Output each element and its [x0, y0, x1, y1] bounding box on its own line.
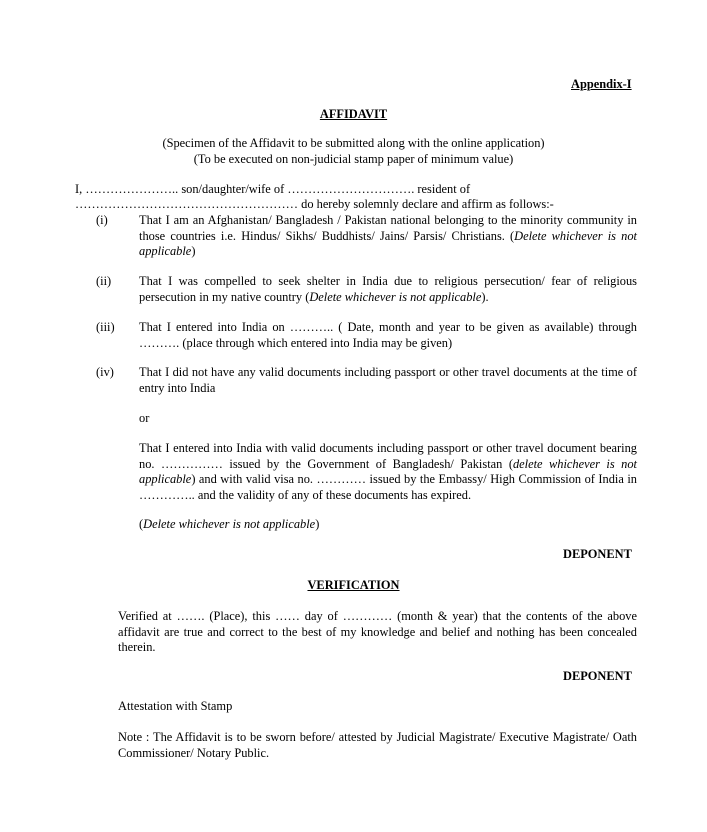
- appendix-label: Appendix-I: [571, 77, 632, 91]
- deponent-signature-label: DEPONENT: [563, 669, 632, 683]
- clause-body: That I was compelled to seek shelter in India due to religious persecution/ fear of religious persecution in my native country (: [139, 274, 637, 304]
- subtitle-specimen: (Specimen of the Affidavit to be submitted along with the online application): [162, 136, 545, 150]
- clause-text: That I did not have any valid documents including passport or other travel documents at the time of entry into India: [139, 365, 637, 395]
- clause-body: That I am an Afghanistan/ Bangladesh / Pakistan national belonging to the minority community in those countries i.e. Hindus/ Sikhs/ Buddhists/ Jains/ Parsis/ Christians. (: [139, 213, 637, 243]
- clause-tail: ): [191, 244, 196, 258]
- clause-italic-note: Delete whichever is not applicable: [309, 289, 482, 304]
- clause-alternate-text: [139, 441, 637, 503]
- clause-number: (i): [96, 213, 108, 227]
- verification-title: VERIFICATION: [307, 578, 400, 592]
- declaration-line-2: ……………………………………………… do hereby solemnly declare and affirm as follows:-: [75, 197, 554, 211]
- clause-body: That I entered into India with valid documents including passport or other travel document bearing no. …………… issued by the Government of Bangladesh/ Pakistan (: [139, 441, 637, 471]
- deponent-signature-label: DEPONENT: [563, 547, 632, 561]
- declaration-line-1: I, ………………….. son/daughter/wife of …………………………. resident of: [75, 182, 471, 196]
- paren-close: ): [315, 517, 320, 531]
- clause-tail: ).: [481, 289, 489, 304]
- clause-italic-note: Delete whichever is not applicable: [143, 517, 316, 531]
- document-title: AFFIDAVIT: [319, 107, 388, 121]
- attestation-label: Attestation with Stamp: [118, 699, 233, 713]
- note-text: Note : The Affidavit is to be sworn before/ attested by Judicial Magistrate/ Executive Magistrate/ Oath Commissioner/ Notary Public.: [118, 730, 637, 760]
- clause-italic-note: Delete whichever is not applicable: [139, 228, 637, 258]
- clause-delete-note: [139, 517, 319, 532]
- paren-open: (: [139, 517, 144, 531]
- clause-number: (iv): [96, 365, 114, 379]
- clause-text: [139, 213, 637, 260]
- clause-number: (ii): [96, 274, 112, 288]
- verification-text: Verified at ……. (Place), this …… day of ………… (month & year) that the contents of the above affidavit are true and correct to the best of my knowledge and belief and nothing has been concealed therein.: [118, 609, 637, 654]
- clause-text: That I entered into India on ……….. ( Date, month and year to be given as available) through ………. (place through which entered into India may be given): [139, 320, 637, 350]
- clause-text: [139, 274, 637, 305]
- clause-italic-note: delete whichever is not applicable: [139, 456, 638, 486]
- clause-number: (iii): [96, 320, 115, 334]
- subtitle-stamp-paper: (To be executed on non-judicial stamp paper of minimum value): [193, 152, 514, 166]
- clause-tail: ) and with valid visa no. ………… issued by the Embassy/ High Commission of India in ………….. and the validity of any of these documents has expired.: [139, 472, 637, 502]
- clause-or-separator: or: [139, 411, 150, 425]
